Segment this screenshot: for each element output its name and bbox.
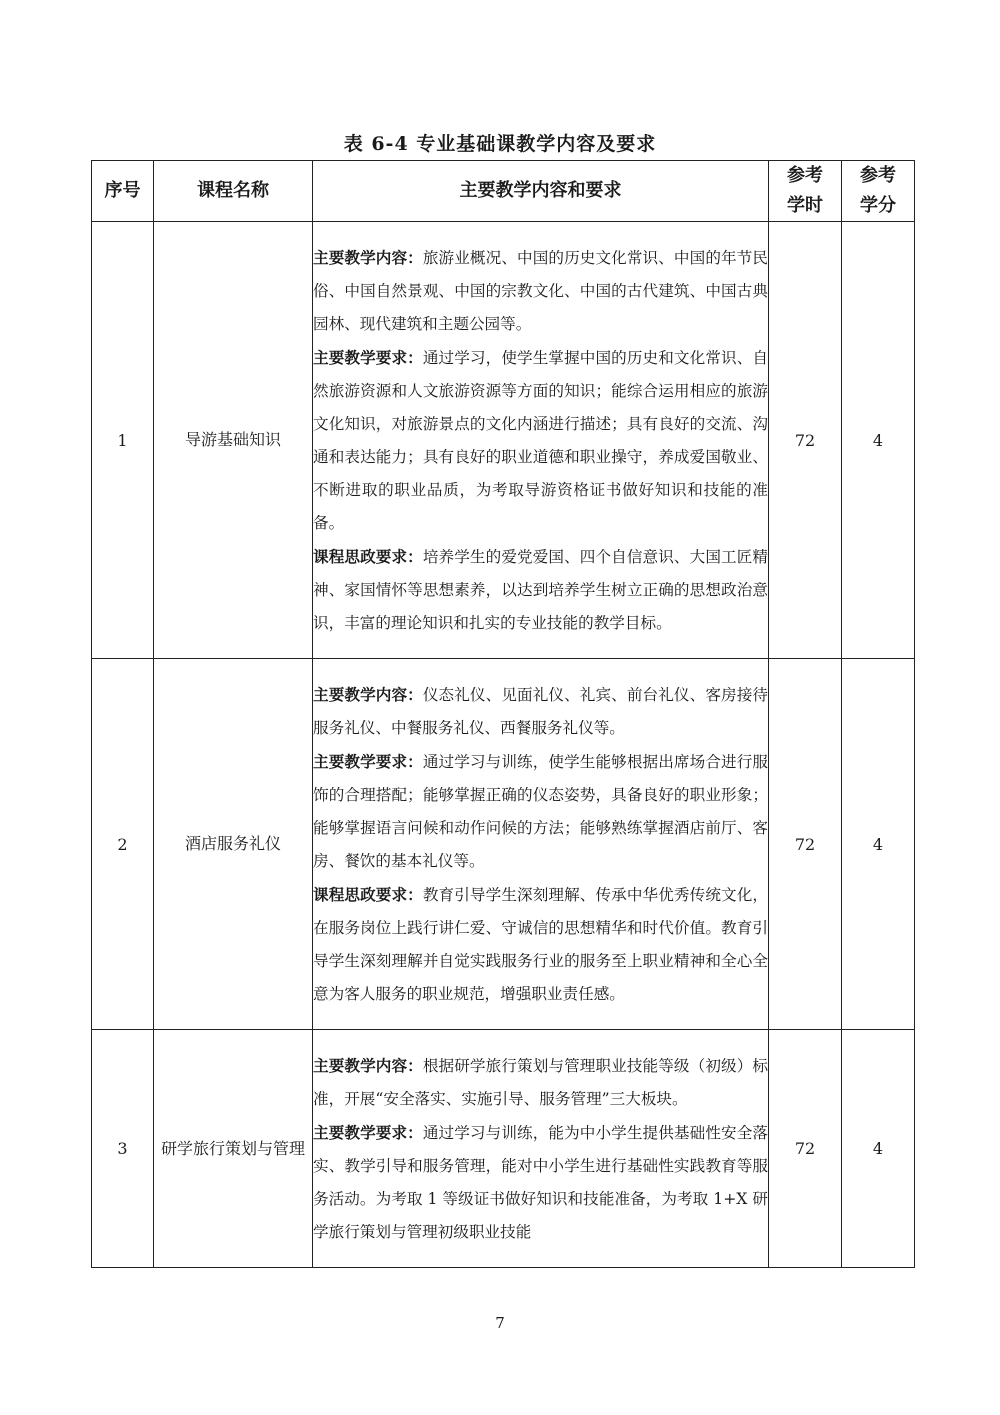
content-section (313, 878, 768, 1011)
row-seq: 2 (92, 659, 154, 1030)
row-content (313, 659, 769, 1030)
section-label: 主要教学要求： (313, 347, 423, 367)
table-row (92, 1030, 915, 1268)
section-text: 旅游业概况、中国的历史文化常识、中国的年节民俗、中国自然景观、中国的宗教文化、中国的古代建筑、中国古典园林、现代建筑和主题公园等。 (313, 248, 768, 333)
row-hours: 72 (769, 222, 842, 659)
course-table (91, 160, 915, 1268)
section-text: 培养学生的爱党爱国、四个自信意识、大国工匠精神、家国情怀等思想素养，以达到培养学生树立正确的思想政治意识，丰富的理论知识和扎实的专业技能的教学目标。 (313, 547, 768, 632)
section-text: 教育引导学生深刻理解、传承中华优秀传统文化，在服务岗位上践行讲仁爱、守诚信的思想精华和时代价值。教育引导学生深刻理解并自觉实践服务行业的服务至上职业精神和全心全意为客人服务的职业规范，增强职业责任感。 (313, 885, 768, 1003)
header-course-name: 课程名称 (154, 161, 313, 222)
row-course-name: 研学旅行策划与管理 (154, 1030, 313, 1268)
section-label: 主要教学内容： (313, 684, 423, 704)
header-content: 主要教学内容和要求 (313, 161, 769, 222)
section-label: 主要教学内容： (313, 1055, 423, 1075)
table-title: 表 6-4 专业基础课教学内容及要求 (343, 133, 657, 155)
section-text: 通过学习与训练，能为中小学生提供基础性安全落实、教学引导和服务管理，能对中小学生进行基础性实践教育等服务活动。为考取 1 等级证书做好知识和技能准备，为考取 1+X 研学旅行策划与管理初级职业技能 (313, 1123, 768, 1241)
row-seq: 1 (92, 222, 154, 659)
table-header-row (92, 161, 915, 222)
section-label: 课程思政要求： (313, 546, 423, 566)
row-content (313, 1030, 769, 1268)
header-seq: 序号 (92, 161, 154, 222)
section-text: 通过学习，使学生掌握中国的历史和文化常识、自然旅游资源和人文旅游资源等方面的知识；能综合运用相应的旅游文化知识，对旅游景点的文化内涵进行描述；具有良好的交流、沟通和表达能力；具有良好的职业道德和职业操守，养成爱国敬业、不断进取的职业品质，为考取导游资格证书做好知识和技能的准备。 (313, 348, 768, 532)
content-section (313, 540, 768, 640)
section-label: 主要教学内容： (313, 247, 423, 267)
section-text: 通过学习与训练，使学生能够根据出席场合进行服饰的合理搭配；能够掌握正确的仪态姿势，具备良好的职业形象；能够掌握语言问候和动作问候的方法；能够熟练掌握酒店前厅、客房、餐饮的基本礼仪等。 (313, 752, 768, 870)
row-course-name: 酒店服务礼仪 (154, 659, 313, 1030)
content-section (313, 1049, 768, 1116)
section-text: 仪态礼仪、见面礼仪、礼宾、前台礼仪、客房接待服务礼仪、中餐服务礼仪、西餐服务礼仪等。 (313, 685, 768, 737)
row-hours: 72 (769, 659, 842, 1030)
row-credits: 4 (842, 1030, 915, 1268)
content-section (313, 745, 768, 878)
row-credits: 4 (842, 222, 915, 659)
section-label: 主要教学要求： (313, 1122, 423, 1142)
section-label: 课程思政要求： (313, 884, 423, 904)
row-seq: 3 (92, 1030, 154, 1268)
content-section (313, 678, 768, 745)
row-content (313, 222, 769, 659)
header-hours: 参考 学时 (769, 161, 842, 222)
content-section (313, 241, 768, 341)
content-section (313, 341, 768, 540)
section-text: 根据研学旅行策划与管理职业技能等级（初级）标准，开展“安全落实、实施引导、服务管理”三大板块。 (313, 1056, 768, 1108)
row-credits: 4 (842, 659, 915, 1030)
row-course-name: 导游基础知识 (154, 222, 313, 659)
table-row (92, 659, 915, 1030)
section-label: 主要教学要求： (313, 751, 423, 771)
table-row (92, 222, 915, 659)
page-number: 7 (495, 1314, 505, 1332)
row-hours: 72 (769, 1030, 842, 1268)
content-section (313, 1116, 768, 1249)
header-credits: 参考 学分 (842, 161, 915, 222)
